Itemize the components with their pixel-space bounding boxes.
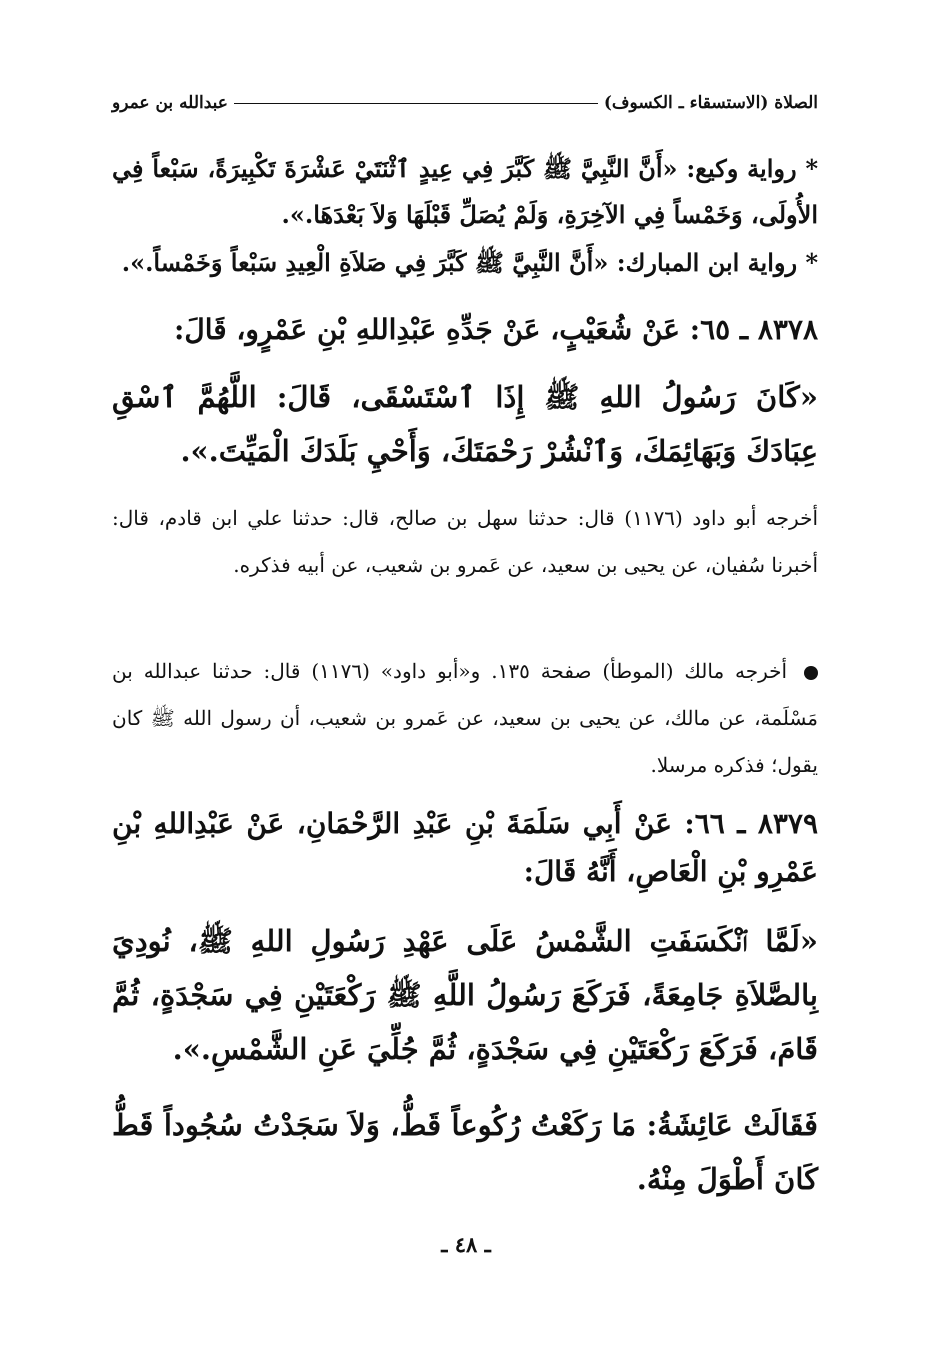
malik-takhrij-text: أخرجه مالك (الموطأ) صفحة ١٣٥. و«أبو داود» (١١٧٦) قال: حدثنا عبدالله بن مَسْلَمة، عن مالك، عن يحيى بن سعيد، عن عَمرو بن شعيب، أن رسول الله ﷺ كان يقول؛ فذكره مرسلا. — [112, 659, 818, 777]
asterisk-marker: * — [805, 154, 818, 183]
asterisk-marker: * — [805, 248, 818, 277]
malik-takhrij — [112, 648, 818, 789]
aisha-statement: فَقَالَتْ عَائِشَةُ: مَا رَكَعْتُ رُكُوعاً قَطُّ، وَلاَ سَجَدْتُ سُجُوداً قَطُّ كَانَ أَطْوَلَ مِنْهُ. — [112, 1108, 818, 1196]
hadith-8378-heading: ٨٣٧٨ ـ ٦٥: عَنْ شُعَيْبٍ، عَنْ جَدِّهِ عَبْدِاللهِ بْنِ عَمْرٍو، قَالَ: — [174, 313, 818, 346]
mubarak-narration-text: رواية ابن المبارك: «أَنَّ النَّبِيَّ ﷺ كَبَّرَ فِي صَلاَةِ الْعِيدِ سَبْعاً وَخَمْساً.». — [121, 248, 798, 277]
hadith-8378-takhrij: أخرجه أبو داود (١١٧٦) قال: حدثنا سهل بن صالح، قال: حدثنا علي ابن قادم، قال: أخبرنا سُفيان، عن يحيى بن سعيد، عن عَمرو بن شعيب، عن أبيه فذكره. — [112, 506, 818, 577]
header-chapter-title: الصلاة (الاستسقاء ـ الكسوف) — [603, 93, 818, 113]
header-rule — [234, 103, 598, 104]
page-number: ـ ٤٨ ـ — [441, 1232, 491, 1257]
waki-narration-text: رواية وكيع: «أَنَّ النَّبِيَّ ﷺ كَبَّرَ فِي عِيدٍ ٱثْنَتَيْ عَشْرَةَ تَكْبِيرَةً، سَبْعاً فِي الأُولَى، وَخَمْساً فِي الآخِرَةِ، وَلَمْ يُصَلِّ قَبْلَهَا وَلاَ بَعْدَهَا.». — [112, 154, 818, 229]
header-narrator: عبدالله بن عمرو — [112, 93, 228, 113]
hadith-8379-heading: ٨٣٧٩ ـ ٦٦: عَنْ أَبِي سَلَمَةَ بْنِ عَبْدِ الرَّحْمَانِ، عَنْ عَبْدِاللهِ بْنِ عَمْرِو بْنِ الْعَاصِ، أَنَّهُ قَالَ: — [112, 807, 818, 888]
mubarak-narration — [112, 240, 818, 286]
waki-narration — [112, 146, 818, 238]
bullet-dot-icon — [804, 666, 818, 680]
hadith-8378-text: «كَانَ رَسُولُ اللهِ ﷺ إِذَا ٱسْتَسْقَى، قَالَ: اللَّهُمَّ ٱسْقِ عِبَادَكَ وَبَهَائِمَكَ، وَٱنْشُرْ رَحْمَتَكَ، وَأَحْيِ بَلَدَكَ الْمَيِّتَ.». — [112, 380, 818, 468]
running-header — [112, 88, 818, 118]
hadith-8379-text: «لَمَّا ٱنْكَسَفَتِ الشَّمْسُ عَلَى عَهْدِ رَسُولِ اللهِ ﷺ، نُودِيَ بِالصَّلاَةِ جَامِعَةً، فَرَكَعَ رَسُولُ اللَّهِ ﷺ رَكْعَتَيْنِ فِي سَجْدَةٍ، ثُمَّ قَامَ، فَرَكَعَ رَكْعَتَيْنِ فِي سَجْدَةٍ، ثُمَّ جُلِّيَ عَنِ الشَّمْسِ.». — [112, 924, 818, 1066]
